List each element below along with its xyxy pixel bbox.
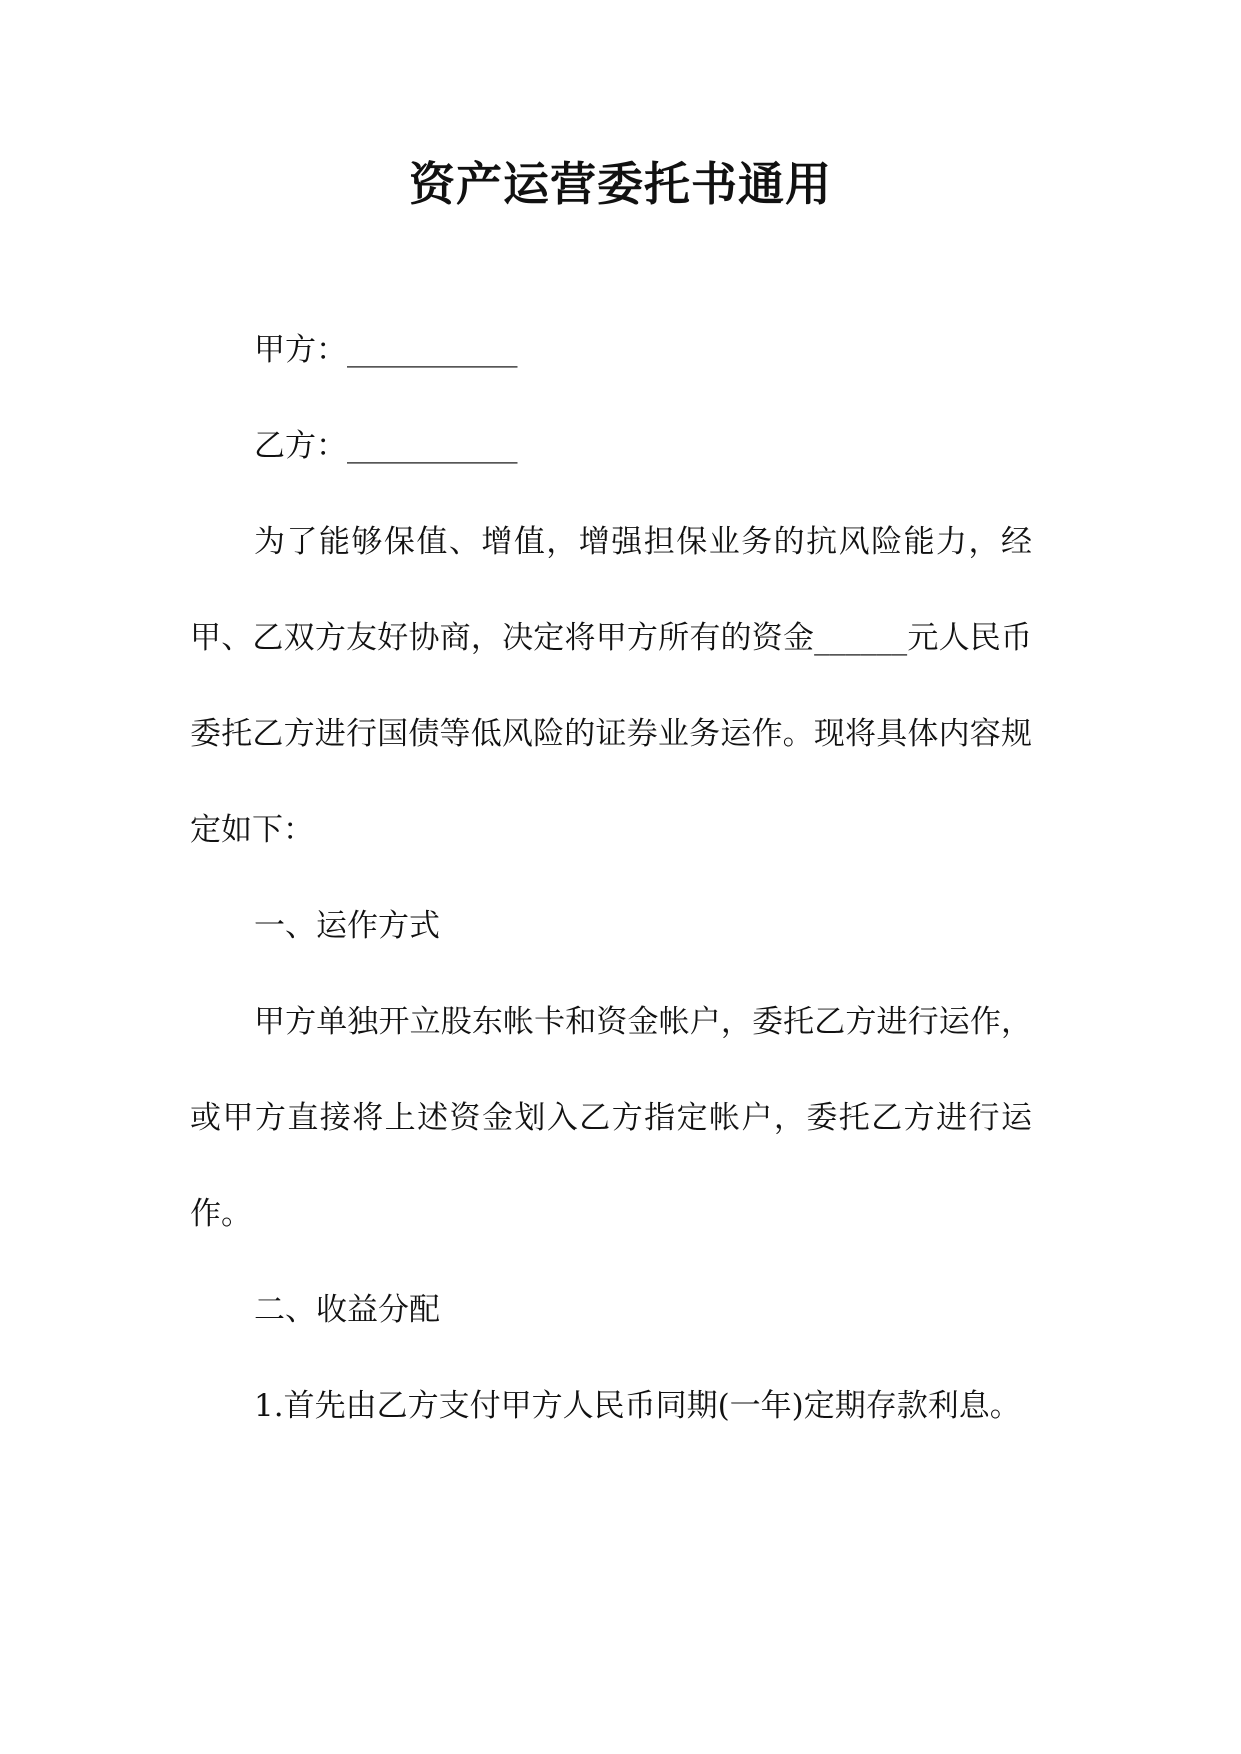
document-title: 资产运营委托书通用 (409, 157, 832, 211)
section-heading-operation-method: 一、运作方式 (254, 908, 440, 944)
section-heading-profit-distribution: 二、收益分配 (254, 1292, 440, 1328)
party-b-line: 乙方：___________ (254, 428, 518, 464)
intro-paragraph: 为了能够保值、增值，增强担保业务的抗风险能力，经甲、乙双方友好协商，决定将甲方所有的资金______元人民币委托乙方进行国债等低风险的证券业务运作。现将具体内容规定如下： (190, 524, 1032, 848)
document-body (190, 302, 1032, 1454)
party-a-line: 甲方：___________ (254, 332, 518, 368)
profit-distribution-item-1: 1.首先由乙方支付甲方人民币同期(一年)定期存款利息。 (254, 1388, 1021, 1424)
operation-method-paragraph: 甲方单独开立股东帐卡和资金帐户，委托乙方进行运作，或甲方直接将上述资金划入乙方指定帐户，委托乙方进行运作。 (190, 1004, 1032, 1232)
